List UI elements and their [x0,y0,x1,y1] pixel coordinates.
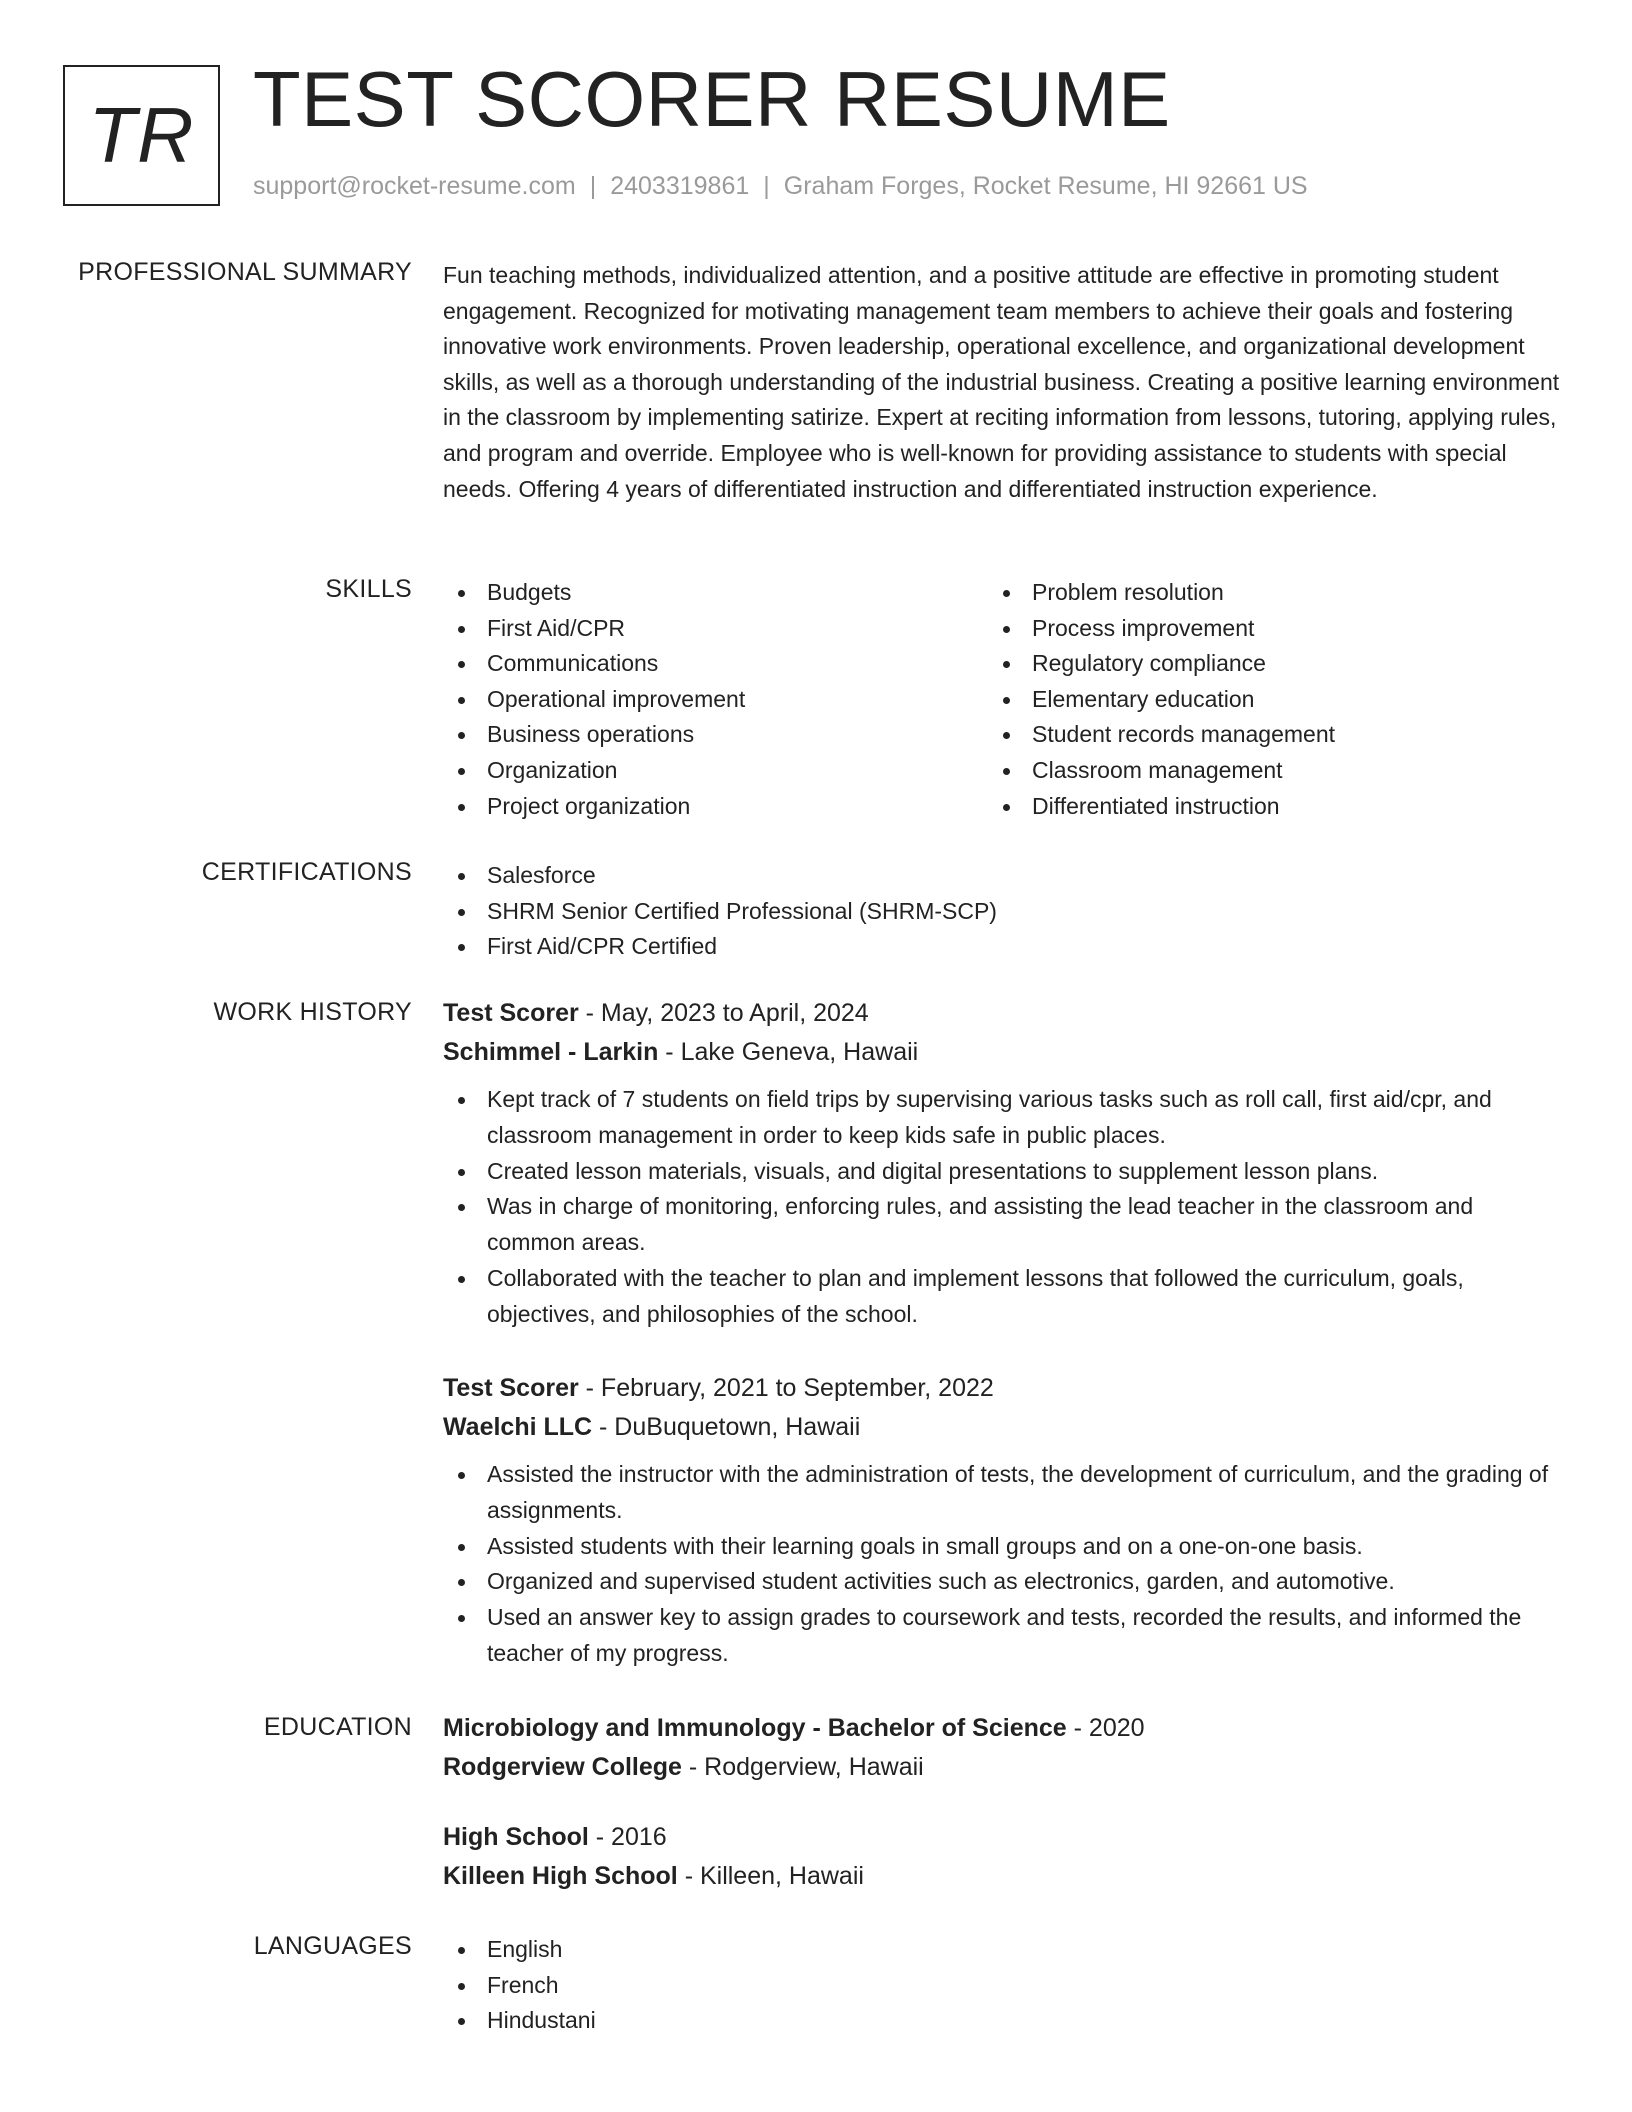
contact-email: support@rocket-resume.com [253,172,576,200]
job-dates: - February, 2021 to September, 2022 [578,1374,994,1402]
summary-text: Fun teaching methods, individualized attention, and a positive attitude are effective in promoting student engagement. Recognized for motivating management team members to achieve their goals and fostering innovative work environments. Proven leadership, operational excellence, and organizational development skills, as well as a thorough understanding of the industrial business. Creating a positive learning environment in the classroom by implementing satirize. Expert at reciting information from lessons, tutoring, applying rules, and program and override. Employee who is well-known for providing assistance to students with special needs. Offering 4 years of differentiated instruction and differentiated instruction experience. [443,262,1560,502]
job-duty-item: Kept track of 7 students on field trips by supervising various tasks such as roll call, first aid/cpr, and classroom management in order to keep kids safe in public places. [443,1082,1563,1154]
job-location: - Lake Geneva, Hawaii [658,1038,919,1066]
job-entry [443,1369,1563,1672]
skill-item: Student records management [988,717,1533,753]
skill-item: Organization [443,753,988,789]
section-label-skills: SKILLS [325,575,412,603]
job-entry [443,994,1563,1333]
job-title-line [443,994,1563,1033]
degree-year: - 2016 [588,1823,667,1851]
job-duties-list [443,1082,1563,1333]
job-location: - DuBuquetown, Hawaii [592,1413,861,1441]
contact-phone: 2403319861 [610,172,750,200]
contact-separator: | [589,172,597,200]
summary-body [443,258,1563,507]
job-title-line [443,1369,1563,1408]
language-item: English [443,1932,1563,1968]
job-duty-item: Was in charge of monitoring, enforcing rules, and assisting the lead teacher in the classroom and common areas. [443,1189,1563,1261]
certification-item: Salesforce [443,858,1563,894]
monogram-initials: TR [88,91,195,179]
job-company-line [443,1033,1563,1072]
education-entry [443,1818,1563,1896]
section-label-work-history: WORK HISTORY [213,998,412,1026]
contact-address: Graham Forges, Rocket Resume, HI 92661 US [783,172,1308,200]
certification-item: SHRM Senior Certified Professional (SHRM-SCP) [443,894,1563,930]
skill-item: Operational improvement [443,682,988,718]
skill-item: Process improvement [988,611,1533,647]
resume-title: TEST SCORER RESUME [253,55,1171,143]
contact-line [253,172,1308,201]
contact-separator: | [763,172,770,200]
degree-line [443,1709,1563,1748]
skills-list-left [443,575,988,824]
degree-name: Microbiology and Immunology - Bachelor of Science [443,1714,1067,1742]
skill-item: Regulatory compliance [988,646,1533,682]
skill-item: Budgets [443,575,988,611]
skill-item: Project organization [443,789,988,825]
language-item: French [443,1968,1563,2004]
job-company: Schimmel - Larkin [443,1038,659,1066]
languages-list [443,1932,1563,2039]
skill-item: First Aid/CPR [443,611,988,647]
school-location: - Killeen, Hawaii [677,1862,864,1890]
section-label-summary: PROFESSIONAL SUMMARY [78,258,412,286]
skill-item: Problem resolution [988,575,1533,611]
section-label-languages: LANGUAGES [253,1932,412,1960]
job-title: Test Scorer [443,1374,579,1402]
skill-item: Business operations [443,717,988,753]
skills-columns [443,575,1563,824]
school-name: Rodgerview College [443,1753,682,1781]
skill-item: Communications [443,646,988,682]
languages-body [443,1932,1563,2039]
degree-year: - 2020 [1066,1714,1145,1742]
job-duty-item: Organized and supervised student activities such as electronics, garden, and automotive. [443,1564,1563,1600]
certification-item: First Aid/CPR Certified [443,929,1563,965]
certifications-list [443,858,1563,965]
job-duty-item: Assisted students with their learning goals in small groups and on a one-on-one basis. [443,1529,1563,1565]
school-location: - Rodgerview, Hawaii [681,1753,924,1781]
school-name: Killeen High School [443,1862,678,1890]
certifications-body [443,858,1563,965]
section-label-certifications: CERTIFICATIONS [201,858,412,886]
job-duty-item: Collaborated with the teacher to plan and implement lessons that followed the curriculum, goals, objectives, and philosophies of the school. [443,1261,1563,1333]
education-entry [443,1709,1563,1787]
skill-item: Classroom management [988,753,1533,789]
job-company-line [443,1408,1563,1447]
skill-item: Differentiated instruction [988,789,1533,825]
job-duties-list [443,1457,1563,1672]
skills-list-right [988,575,1533,824]
monogram-box [63,65,220,206]
job-duty-item: Assisted the instructor with the administration of tests, the development of curriculum, and the grading of assignments. [443,1457,1563,1529]
language-item: Hindustani [443,2003,1563,2039]
job-duty-item: Used an answer key to assign grades to coursework and tests, recorded the results, and informed the teacher of my progress. [443,1600,1563,1672]
job-title: Test Scorer [443,999,579,1027]
school-line [443,1748,1563,1787]
job-dates: - May, 2023 to April, 2024 [578,999,869,1027]
school-line [443,1857,1563,1896]
section-label-education: EDUCATION [263,1713,412,1741]
degree-name: High School [443,1823,589,1851]
degree-line [443,1818,1563,1857]
job-company: Waelchi LLC [443,1413,593,1441]
job-duty-item: Created lesson materials, visuals, and digital presentations to supplement lesson plans. [443,1154,1563,1190]
skill-item: Elementary education [988,682,1533,718]
